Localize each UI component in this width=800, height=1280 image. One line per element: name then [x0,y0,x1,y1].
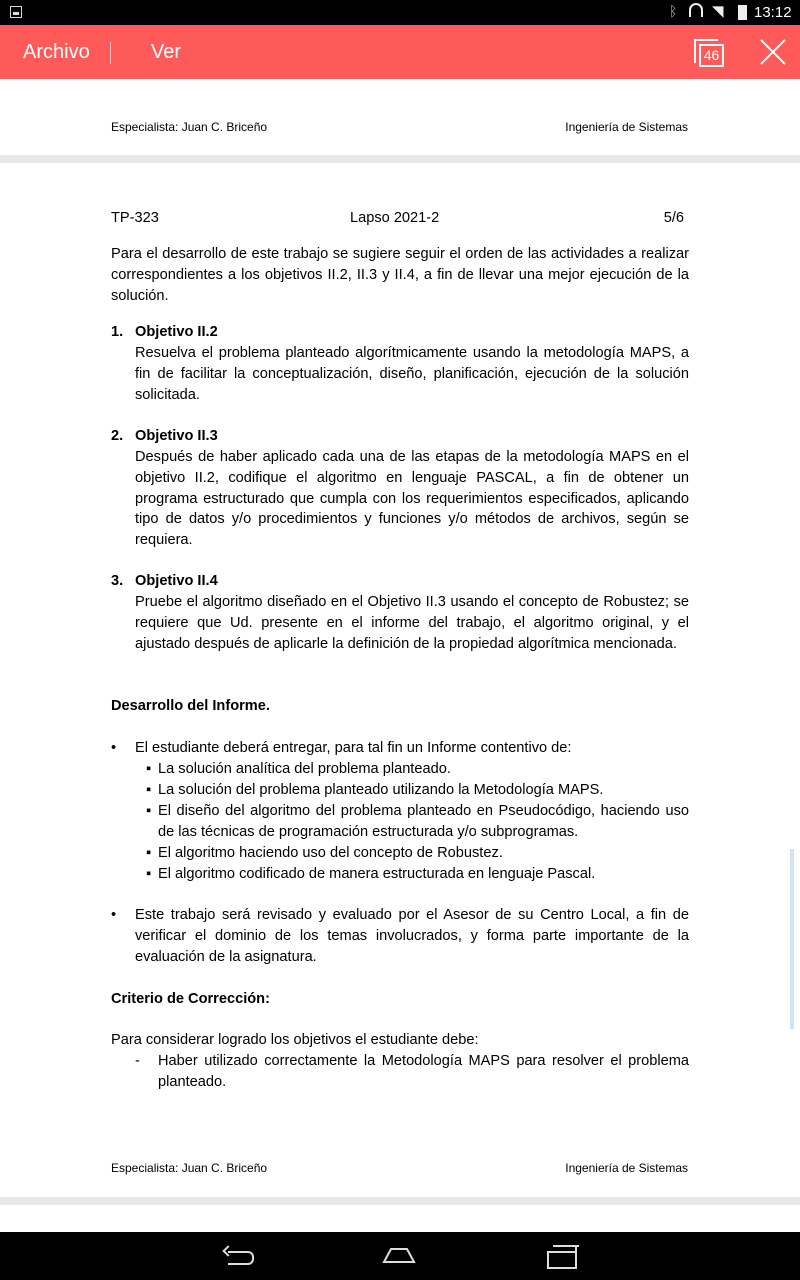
bullet-marker: • [111,907,117,923]
status-bar [0,0,800,25]
page-separator [0,1197,800,1205]
objective-number: 2. [111,428,124,444]
objective-number: 3. [111,573,124,589]
app-toolbar [0,25,800,79]
square-bullet: ▪ [146,803,152,819]
sub-item-text: La solución del problema planteado utilizando la Metodología MAPS. [158,782,604,798]
back-nav-icon[interactable] [222,1245,256,1267]
navigation-bar [0,1232,800,1280]
bullet-marker: • [111,740,117,756]
gallery-notification-icon [10,6,22,18]
objective-title: Objetivo II.3 [135,428,218,444]
objective-text: Pruebe el algoritmo diseñado en el Objetivo II.3 usando el concepto de Robustez; se requiere que Ud. presente en el informe del trabajo, el algoritmo original, y el ajustado después de aplicarle la definición de la propiedad algorítmica mencionada. [135,594,689,652]
criterio-item-text: Haber utilizado correctamente la Metodología MAPS para resolver el problema planteado. [158,1053,689,1090]
objective-text: Después de haber aplicado cada una de las etapas de la metodología MAPS en el objetivo II.2, codifique el algoritmo en lenguaje PASCAL, a fin de obtener un programa estructurado que cumpla con los requerimientos especificados, aplicando tipo de datos y/o procedimientos y funciones y/o métodos de archivos, según se requiera. [135,449,689,549]
bullet-text: El estudiante deberá entregar, para tal fin un Informe contentivo de: [135,740,572,756]
objective-number: 1. [111,324,124,340]
square-bullet: ▪ [146,845,152,861]
footer-specialist: Especialista: Juan C. Briceño [111,1161,268,1175]
bullet-text: Este trabajo será revisado y evaluado por el Asesor de su Centro Local, a fin de verificar el dominio de los temas involucrados, y forma parte importante de la evaluación de la asignatura. [135,907,689,965]
criterio-heading: Criterio de Corrección: [111,991,270,1007]
page-header [111,208,684,228]
wifi-icon: ◥ [712,3,724,20]
archivo-menu-button[interactable]: Archivo [23,41,90,63]
course-code: TP-323 [111,210,159,226]
square-bullet: ▪ [146,761,152,777]
bluetooth-icon: ᛒ [669,3,678,19]
toolbar-divider [110,42,111,64]
page-separator [0,155,800,163]
objective-text: Resuelva el problema planteado algorítmicamente usando la metodología MAPS, a fin de facilitar la conceptualización, diseño, planificación, ejecución de la solución solicitada. [135,345,689,403]
battery-icon [738,5,747,20]
close-icon[interactable] [758,37,788,67]
square-bullet: ▪ [146,866,152,882]
status-time: 13:12 [754,4,792,21]
sub-item-text: El diseño del algoritmo del problema planteado en Pseudocódigo, haciendo uso de las técnicas de programación estructurada y/o subprogramas. [158,803,689,840]
sub-item-text: El algoritmo haciendo uso del concepto de Robustez. [158,845,503,861]
sub-item-text: El algoritmo codificado de manera estructurada en lenguaje Pascal. [158,866,596,882]
desarrollo-heading: Desarrollo del Informe. [111,698,270,714]
headphones-icon [689,3,703,17]
document-viewer[interactable] [0,79,800,1232]
intro-paragraph: Para el desarrollo de este trabajo se sugiere seguir el orden de las actividades a realizar correspondientes a los objetivos II.2, II.3 y II.4, a fin de llevar una mejor ejecución de la solución. [111,246,689,304]
scrollbar[interactable] [790,849,794,1029]
home-nav-icon[interactable] [382,1246,416,1264]
page-count-label: 46 [699,44,724,67]
footer-specialist: Especialista: Juan C. Briceño [111,120,268,134]
objective-title: Objetivo II.4 [135,573,218,589]
footer-department: Ingeniería de Sistemas [565,1161,688,1175]
criterio-intro: Para considerar logrado los objetivos el estudiante debe: [111,1032,479,1048]
page-number: 5/6 [663,210,684,226]
dash-marker: - [135,1053,140,1069]
lapso: Lapso 2021-2 [350,210,440,226]
sub-item-text: La solución analítica del problema planteado. [158,761,451,777]
footer-department: Ingeniería de Sistemas [565,120,688,134]
recent-apps-icon[interactable] [547,1245,579,1267]
ver-menu-button[interactable]: Ver [151,41,182,63]
square-bullet: ▪ [146,782,152,798]
page-count-button[interactable] [694,39,724,67]
objective-title: Objetivo II.2 [135,324,218,340]
